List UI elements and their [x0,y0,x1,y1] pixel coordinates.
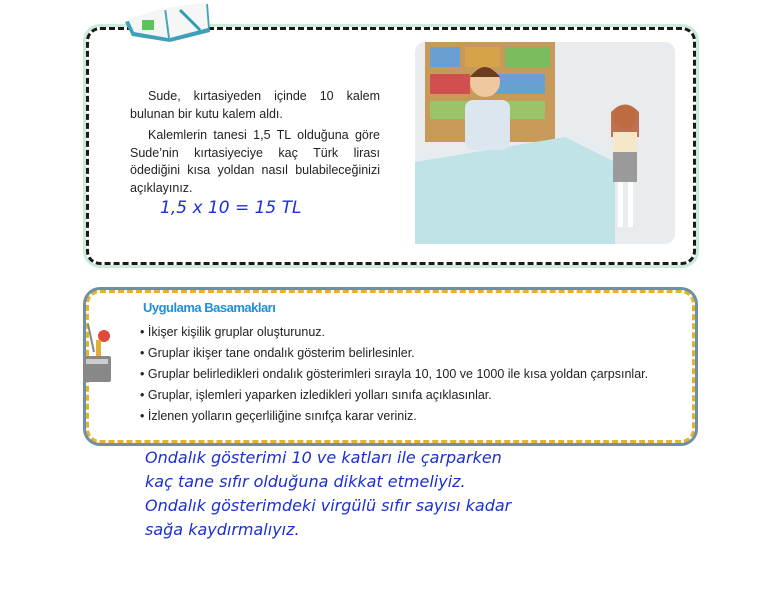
handwritten-line: kaç tane sıfır olduğuna dikkat etmeliyiz. [145,472,466,491]
problem-paragraph-2: Kalemlerin tanesi 1,5 TL olduğuna göre Sude’nin kırtasiyeciye kaç Türk lirası ödediğini kısa yoldan nasıl bulabileceğinizi açıklayınız. [130,128,380,195]
calculator-icon [80,322,114,384]
list-item: • Gruplar belirledikleri ondalık gösterimleri sırayla 10, 100 ve 1000 ile kısa yoldan çarpsınlar. [140,364,648,385]
list-item: • İzlenen yolların geçerliliğine sınıfça karar veriniz. [140,406,648,427]
steps-title: Uygulama Basamakları [143,300,276,315]
list-item: • İkişer kişilik gruplar oluşturunuz. [140,322,648,343]
handwritten-line: Ondalık gösterimi 10 ve katları ile çarparken [145,448,502,467]
shop-illustration [415,42,675,244]
handwritten-answer: 1,5 x 10 = 15 TL [160,198,302,218]
handwritten-line: sağa kaydırmalıyız. [145,520,300,539]
book-icon [120,2,215,50]
steps-list [140,322,648,427]
handwritten-line: Ondalık gösterimdeki virgülü sıfır sayısı kadar [145,496,512,515]
list-item: • Gruplar, işlemleri yaparken izledikleri yolları sınıfa açıklasınlar. [140,385,648,406]
problem-paragraph-1: Sude, kırtasiyeden içinde 10 kalem bulunan bir kutu kalem aldı. [130,89,380,121]
handwritten-notes [145,446,511,542]
list-item: • Gruplar ikişer tane ondalık gösterim belirlesinler. [140,343,648,364]
